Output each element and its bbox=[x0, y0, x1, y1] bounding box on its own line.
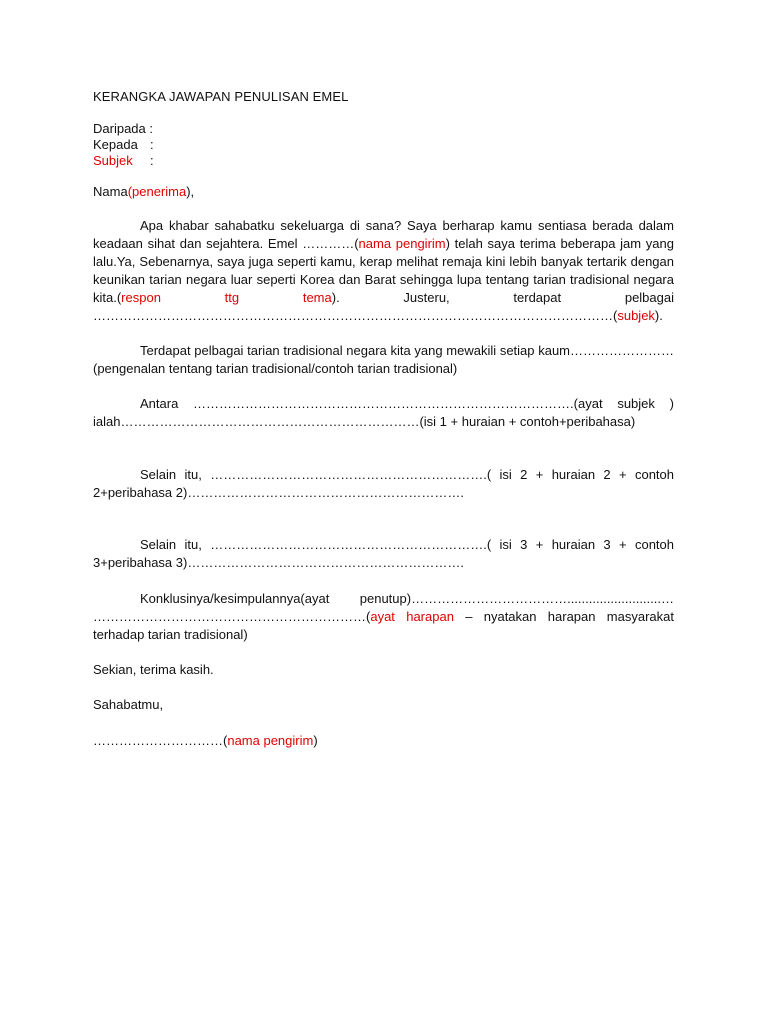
greeting-suffix: ), bbox=[186, 184, 195, 199]
to-label: Kepada bbox=[93, 137, 138, 152]
intro-theme: respon ttg tema bbox=[121, 290, 332, 305]
signoff-line: Sahabatmu, bbox=[93, 697, 164, 712]
paragraph-conclusion bbox=[93, 590, 674, 644]
signature-line bbox=[93, 733, 318, 748]
paragraph-point-3 bbox=[93, 536, 674, 572]
subject-label: Subjek bbox=[93, 153, 133, 168]
greeting-prefix: Nama bbox=[93, 184, 128, 199]
to-line bbox=[93, 136, 154, 153]
intro-text-c: ). Justeru, terdapat pelbagai …………………………………………………………………………………………………………( bbox=[93, 290, 674, 323]
conclusion-hope: ayat harapan bbox=[370, 609, 454, 624]
p6-text-a: Konklusinya/kesimpulannya(ayat penutup)………………………………..........................… ………………………………………………………( bbox=[93, 591, 674, 624]
signature-sender: nama pengirim bbox=[227, 733, 314, 748]
subject-line bbox=[93, 152, 154, 169]
to-colon: : bbox=[150, 137, 154, 152]
signature-dots: …………………………( bbox=[93, 733, 228, 748]
paragraph-point-1 bbox=[93, 395, 674, 431]
p2-text: Terdapat pelbagai tarian tradisional negara kita yang mewakili setiap kaum……………………(pengenalan tentang tarian tradisional/contoh tarian tradisional) bbox=[93, 343, 674, 376]
p5-text: Selain itu, ……………………………………………………….( isi 3 + huraian 3 + contoh 3+peribahasa 3)………………………………………………………. bbox=[93, 537, 674, 570]
p6-text-b: – nyatakan harapan masyarakat terhadap tarian tradisional) bbox=[93, 609, 674, 642]
p3-text: Antara …………………………………………………………………………….(ayat subjek ) ialah……………………………………………………………(isi 1 + huraian + contoh+peribahasa) bbox=[93, 396, 674, 429]
paragraph-point-2 bbox=[93, 466, 674, 502]
greeting bbox=[93, 184, 194, 199]
p4-text: Selain itu, ……………………………………………………….( isi 2 + huraian 2 + contoh 2+peribahasa 2)………………………………………………………. bbox=[93, 467, 674, 500]
document-title: KERANGKA JAWAPAN PENULISAN EMEL bbox=[93, 89, 349, 104]
greeting-recipient: (penerima bbox=[127, 184, 187, 199]
paragraph-introduction-dance bbox=[93, 342, 674, 378]
from-label: Daripada : bbox=[93, 121, 153, 136]
subject-colon: : bbox=[150, 153, 154, 168]
intro-text-b: ) telah saya terima beberapa jam yang lalu.Ya, Sebenarnya, saya juga seperti kamu, kerap melihat remaja kini lebih banyak tertarik dengan keunikan tarian negara luar seperti Korea dan Barat sehingga lupa tentang tarian tradisional negara kita.( bbox=[93, 236, 674, 305]
intro-subject: subjek bbox=[617, 308, 655, 323]
from-line bbox=[93, 120, 153, 137]
closing-line: Sekian, terima kasih. bbox=[93, 662, 214, 677]
signature-suffix: ) bbox=[313, 733, 318, 748]
intro-text-a: Apa khabar sahabatku sekeluarga di sana? Saya berharap kamu sentiasa berada dalam keadaan sihat dan sejahtera. Emel …………( bbox=[93, 218, 674, 251]
intro-text-d: ). bbox=[654, 308, 663, 323]
paragraph-intro bbox=[93, 217, 674, 325]
intro-sender: nama pengirim bbox=[358, 236, 446, 251]
